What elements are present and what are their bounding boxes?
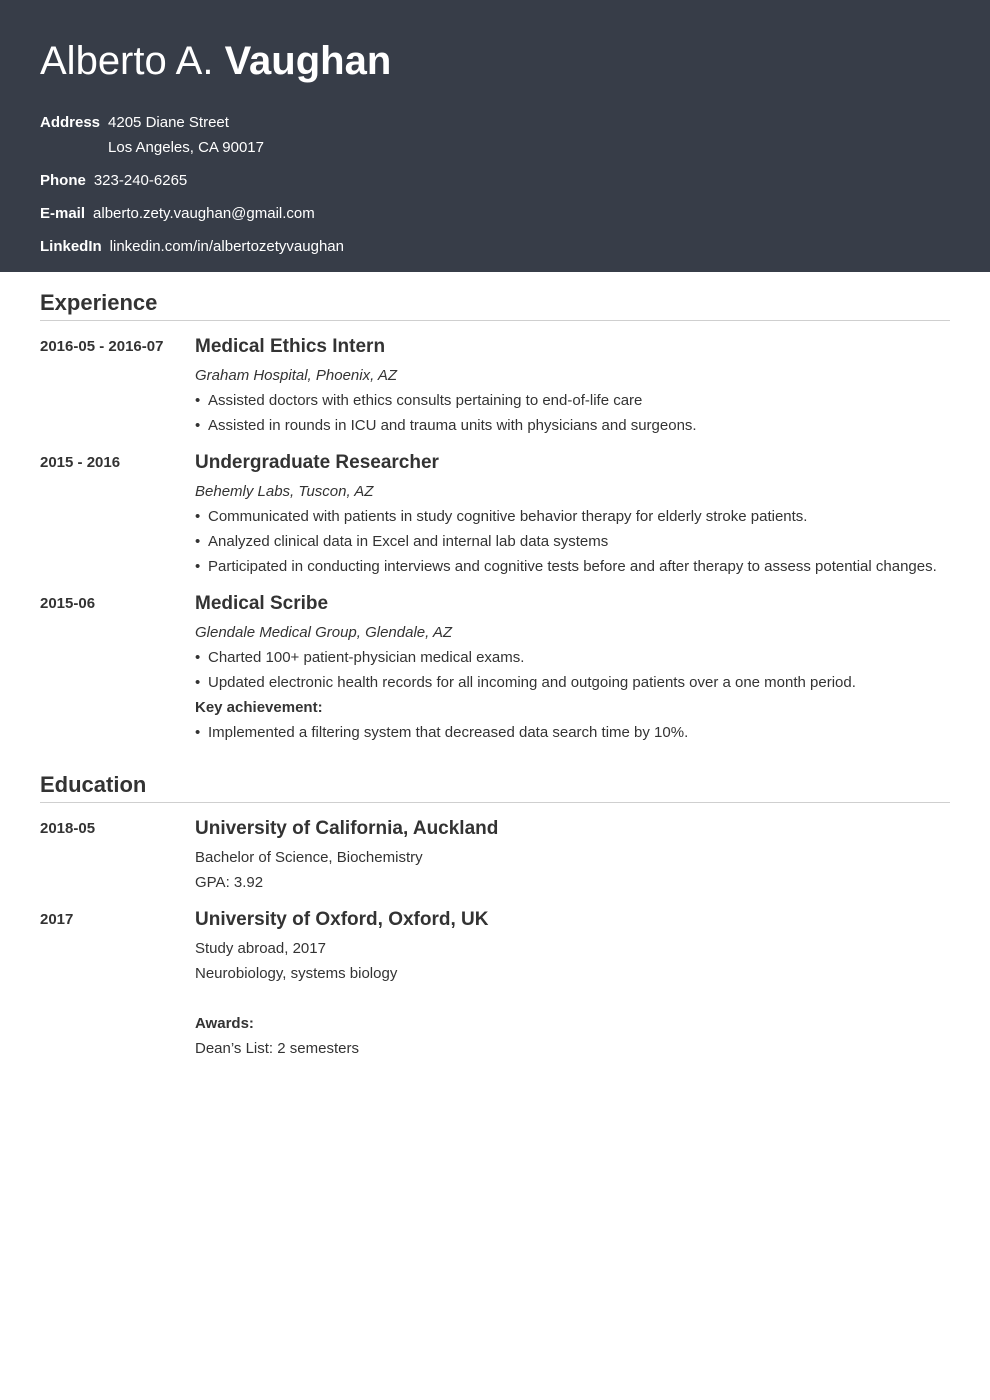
address-line-1: 4205 Diane Street bbox=[108, 114, 229, 131]
achievement-list bbox=[195, 723, 950, 743]
employer: Graham Hospital, Phoenix, AZ bbox=[195, 367, 398, 384]
awards-label: Awards: bbox=[195, 1015, 254, 1032]
job-title: Medical Ethics Intern bbox=[195, 336, 386, 357]
email-value: alberto.zety.vaughan@gmail.com bbox=[93, 205, 315, 222]
education-heading: Education bbox=[40, 772, 950, 803]
entry-date: 2018-05 bbox=[40, 820, 96, 837]
program: Study abroad, 2017 bbox=[195, 940, 326, 957]
candidate-name bbox=[40, 38, 950, 84]
gpa: GPA: 3.92 bbox=[195, 874, 264, 891]
address-label: Address bbox=[40, 114, 101, 131]
degree: Bachelor of Science, Biochemistry bbox=[195, 849, 423, 866]
entry-date: 2016-05 - 2016-07 bbox=[40, 338, 164, 355]
entry-date: 2015 - 2016 bbox=[40, 454, 121, 471]
list-item: • Participated in conducting interviews and cognitive tests before and after therapy to assess potential changes. bbox=[195, 557, 950, 577]
first-name: Alberto A. bbox=[40, 39, 214, 83]
list-item: • Assisted doctors with ethics consults pertaining to end-of-life care bbox=[195, 391, 950, 411]
school-name: University of Oxford, Oxford, UK bbox=[195, 909, 489, 930]
field-of-study: Neurobiology, systems biology bbox=[195, 965, 398, 982]
job-title: Medical Scribe bbox=[195, 593, 329, 614]
list-item: • Updated electronic health records for all incoming and outgoing patients over a one month period. bbox=[195, 673, 950, 693]
education-entry bbox=[40, 819, 950, 898]
experience-entry bbox=[40, 337, 950, 441]
list-item: • Communicated with patients in study cognitive behavior therapy for elderly stroke patients. bbox=[195, 507, 950, 527]
duties-list bbox=[195, 391, 950, 436]
school-name: University of California, Auckland bbox=[195, 818, 499, 839]
job-title: Undergraduate Researcher bbox=[195, 452, 439, 473]
contact-phone bbox=[40, 168, 950, 193]
linkedin-value: linkedin.com/in/albertozetyvaughan bbox=[109, 238, 344, 255]
entry-date: 2015-06 bbox=[40, 595, 96, 612]
education-entry bbox=[40, 910, 950, 1064]
resume-header bbox=[0, 0, 990, 272]
award-item: Dean’s List: 2 semesters bbox=[195, 1040, 359, 1057]
key-achievement-label: Key achievement: bbox=[195, 699, 323, 716]
experience-entry bbox=[40, 594, 950, 748]
contact-address bbox=[40, 110, 950, 160]
linkedin-label: LinkedIn bbox=[40, 238, 102, 255]
address-line-2: Los Angeles, CA 90017 bbox=[108, 139, 264, 156]
experience-entry bbox=[40, 453, 950, 582]
list-item: • Charted 100+ patient-physician medical exams. bbox=[195, 648, 950, 668]
entry-date: 2017 bbox=[40, 911, 74, 928]
contact-email bbox=[40, 201, 950, 226]
employer: Behemly Labs, Tuscon, AZ bbox=[195, 483, 374, 500]
employer: Glendale Medical Group, Glendale, AZ bbox=[195, 624, 453, 641]
email-label: E-mail bbox=[40, 205, 86, 222]
phone-label: Phone bbox=[40, 172, 86, 189]
list-item: • Assisted in rounds in ICU and trauma units with physicians and surgeons. bbox=[195, 416, 950, 436]
resume-body bbox=[0, 272, 990, 1064]
experience-heading: Experience bbox=[40, 290, 950, 321]
duties-list bbox=[195, 507, 950, 577]
phone-value: 323-240-6265 bbox=[93, 172, 188, 189]
duties-list bbox=[195, 648, 950, 693]
list-item: • Analyzed clinical data in Excel and internal lab data systems bbox=[195, 532, 950, 552]
contact-linkedin bbox=[40, 234, 950, 259]
last-name: Vaughan bbox=[224, 39, 392, 83]
list-item: • Implemented a filtering system that decreased data search time by 10%. bbox=[195, 723, 950, 743]
